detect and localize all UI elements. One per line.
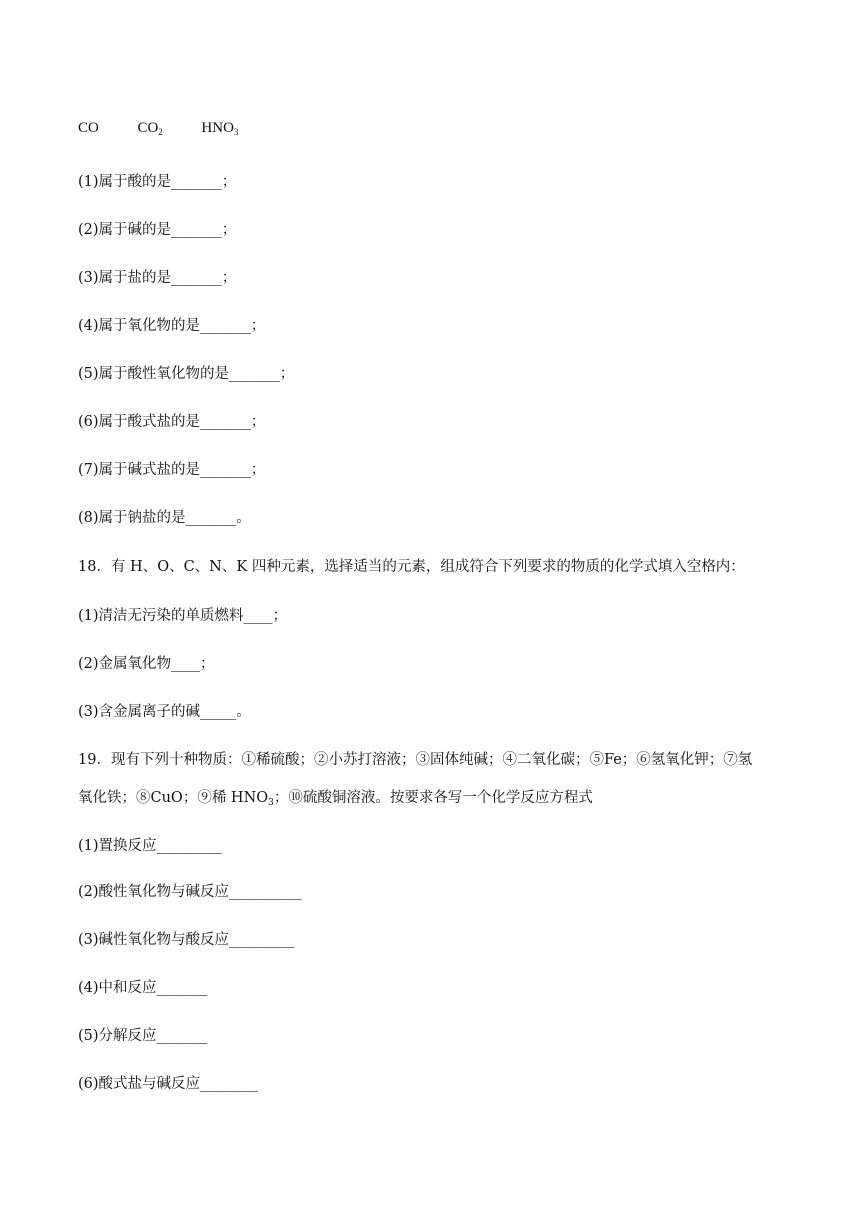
q19-item-1: (1)置换反应_________: [78, 838, 222, 854]
q17-item-1: (1)属于酸的是_______；: [78, 174, 237, 190]
q18-stem: 18．有 H、O、C、N、K 四种元素，选择适当的元素，组成符合下列要求的物质的化学式填入空格内：: [78, 559, 745, 575]
q19-item-4: (4)中和反应_______: [78, 980, 208, 996]
q19-stem-line2: 氧化铁；⑧CuO；⑨稀 $HNO_3$；⑩硫酸铜溶液。按要求各写一个化学反应方程式: [78, 790, 593, 808]
formula-row: [78, 118, 272, 142]
q17-item-7: (7)属于碱式盐的是_______；: [78, 462, 266, 478]
q17-item-8: (8)属于钠盐的是_______。: [78, 510, 251, 526]
q17-item-5: (5)属于酸性氧化物的是_______；: [78, 366, 295, 382]
formula-co2: $CO_2$: [137, 120, 163, 137]
q18-item-3: (3)含金属离子的碱_____。: [78, 704, 251, 720]
q18-item-2: (2)金属氧化物____；: [78, 656, 215, 672]
q19-item-3: (3)碱性氧化物与酸反应_________: [78, 932, 295, 948]
q17-item-3: (3)属于盐的是_______；: [78, 270, 237, 286]
q18-item-1: (1)清洁无污染的单质燃料____；: [78, 608, 288, 624]
q19-item-6: (6)酸式盐与碱反应________: [78, 1076, 259, 1092]
q19-stem-line1: 19．现有下列十种物质：①稀硫酸；②小苏打溶液；③固体纯碱；④二氧化碳；⑤Fe；⑥氢氧化钾；⑦氢: [78, 752, 753, 768]
q17-item-4: (4)属于氧化物的是_______；: [78, 318, 266, 334]
q19-item-5: (5)分解反应_______: [78, 1028, 208, 1044]
q17-item-2: (2)属于碱的是_______；: [78, 222, 237, 238]
formula-hno3: $HNO_3$: [201, 120, 239, 137]
formula-co: CO: [78, 120, 99, 136]
q19-item-2: (2)酸性氧化物与碱反应__________: [78, 884, 302, 900]
q17-item-6: (6)属于酸式盐的是_______；: [78, 414, 266, 430]
